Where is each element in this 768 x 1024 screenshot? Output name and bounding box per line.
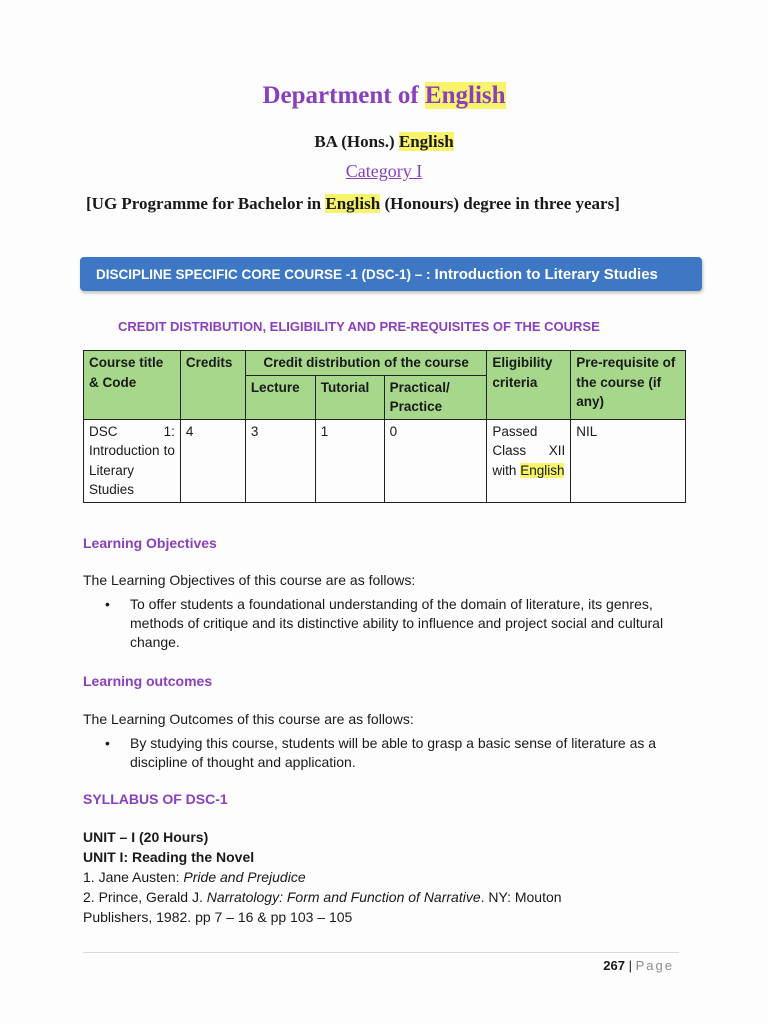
cell-eligibility [487,419,571,502]
footer-separator: | [628,958,632,973]
unit-title: UNIT I: Reading the Novel [83,849,255,865]
learning-objectives-intro: The Learning Objectives of this course are as follows: [83,572,416,588]
objective-text: To offer students a foundational understanding of the domain of literature, its genres, methods of critique and its distinctive ability to influence and project social and cultural change. [130,596,664,650]
credit-table [83,350,686,503]
syllabus-item-1 [83,869,306,885]
header-tutorial: Tutorial [315,375,384,419]
list-item [105,595,675,652]
header-credit-distribution: Credit distribution of the course [245,351,487,376]
bullet-icon: • [105,596,110,612]
unit-hours: UNIT – I (20 Hours) [83,829,209,845]
learning-objectives-heading: Learning Objectives [83,535,217,551]
programme-prefix: BA (Hons.) [314,132,395,151]
ug-subject: English [325,194,381,213]
cell-tutorial: 1 [315,419,384,502]
department-title [0,82,768,110]
page-number: 267 [603,958,625,973]
learning-outcomes-intro: The Learning Outcomes of this course are as follows: [83,711,414,727]
cell-practical: 0 [384,419,487,502]
programme-title [0,132,768,152]
list-item [105,734,675,772]
cell-credits: 4 [180,419,245,502]
header-prerequisite: Pre-requisite of the course (if any) [571,351,686,420]
credit-distribution-heading: CREDIT DISTRIBUTION, ELIGIBILITY AND PRE-REQUISITES OF THE COURSE [118,319,600,334]
cell-course: DSC 1: Introduction to Literary Studies [84,419,181,502]
item2-suffix: . NY: Mouton [480,889,562,905]
page-footer [603,958,674,973]
syllabus-heading: SYLLABUS OF DSC-1 [83,791,228,807]
eligibility-prefix: Passed Class XII with [492,423,566,478]
eligibility-subject: English [520,462,565,478]
cell-prerequisite: NIL [571,419,686,502]
syllabus-item-2 [83,889,562,905]
outcome-text: By studying this course, students will be able to grasp a basic sense of literature as a discipline of thought and application. [130,735,657,770]
learning-outcomes-heading: Learning outcomes [83,673,213,689]
ug-programme-line [86,194,686,214]
ug-suffix: (Honours) degree in three years] [384,194,620,213]
category-label: Category I [345,161,423,181]
ug-prefix: [UG Programme for Bachelor in [86,194,322,213]
item2-title: Narratology: Form and Function of Narrative [206,889,481,905]
header-course-title: Course title & Code [84,351,181,420]
item1-prefix: 1. Jane Austen: [83,869,180,885]
dept-subject: English [424,82,506,109]
course-banner [80,257,702,291]
programme-subject: English [398,132,454,151]
syllabus-item-2-continued: Publishers, 1982. pp 7 – 16 & pp 103 – 105 [83,909,353,925]
header-credits: Credits [180,351,245,420]
page-label: Page [635,958,674,973]
dept-prefix: Department of [262,82,419,109]
cell-lecture: 3 [245,419,315,502]
table-row [84,419,686,502]
banner-code: DISCIPLINE SPECIFIC CORE COURSE -1 (DSC-1) – : [96,266,431,282]
banner-course-name: Introduction to Literary Studies [434,265,658,283]
item1-title: Pride and Prejudice [183,869,306,885]
header-practical: Practical/ Practice [384,375,487,419]
bullet-icon: • [105,735,110,751]
header-lecture: Lecture [245,375,315,419]
table-header-row [84,351,686,376]
header-eligibility: Eligibility criteria [487,351,571,420]
footer-divider [83,952,679,953]
item2-prefix: 2. Prince, Gerald J. [83,889,203,905]
